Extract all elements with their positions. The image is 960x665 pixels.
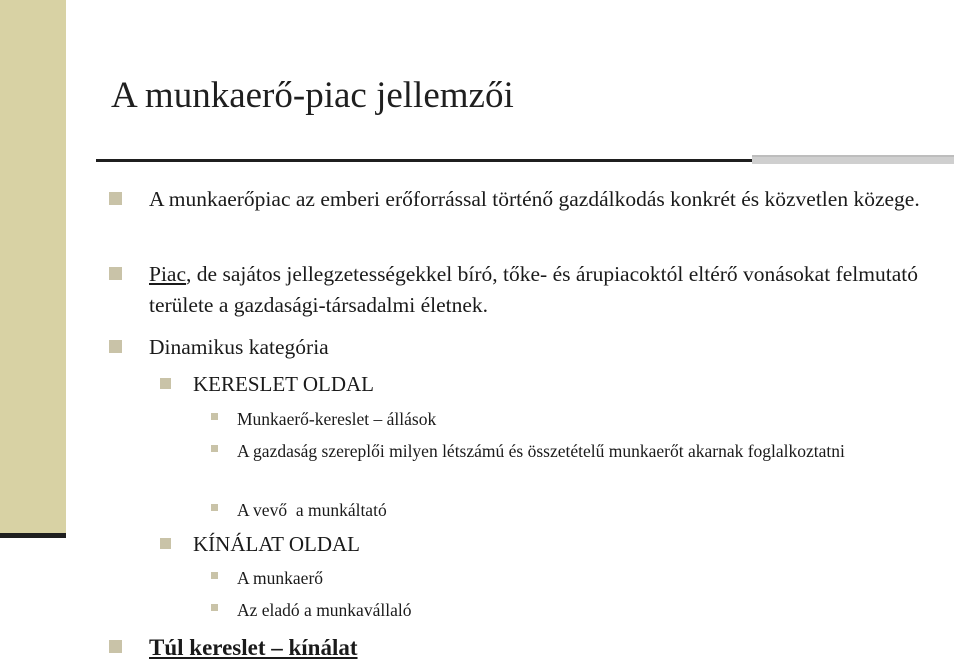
sub-sub-bullet-text: A munkaerő [237,568,324,588]
piac-link[interactable]: Piac [149,262,187,286]
bullet-text: Dinamikus kategória [149,335,329,359]
sub-sub-bullet-text: Az eladó a munkavállaló [237,600,412,620]
sub-bullet-text: KERESLET OLDAL [193,372,375,396]
sub-sub-bullet-text: A gazdaság szereplői milyen létszámú és összetételű munkaerőt akarnak foglalkoztatni [237,441,845,461]
side-accent-rule [0,533,66,538]
sub-sub-bullet-text: A vevő a munkáltató [237,500,387,520]
square-bullet-icon [211,445,218,452]
square-bullet-icon [211,504,218,511]
bullet-text-emphasis: Túl kereslet – kínálat [149,635,358,660]
square-bullet-icon [160,378,171,389]
square-bullet-icon [211,604,218,611]
sub-bullet-item [193,531,933,558]
title-divider-accent [752,155,954,164]
slide-title: A munkaerő-piac jellemzői [111,75,514,116]
square-bullet-icon [109,340,122,353]
sub-sub-bullet-item [237,565,927,592]
sub-sub-bullet-item [237,497,927,524]
title-divider [96,159,756,162]
sub-bullet-text: KÍNÁLAT OLDAL [193,532,361,556]
square-bullet-icon [109,267,122,280]
bullet-text: , de sajátos jellegzetességekkel bíró, tőke- és árupiacoktól eltérő vonásokat felmutató területe a gazdasági-társadalmi életnek. [149,262,918,317]
bullet-item [149,259,939,321]
sub-sub-bullet-item [237,438,927,465]
square-bullet-icon [109,192,122,205]
square-bullet-icon [160,538,171,549]
bullet-item [149,332,939,363]
sub-sub-bullet-text: Munkaerő-kereslet – állások [237,409,437,429]
bullet-item [149,632,939,664]
square-bullet-icon [109,640,122,653]
sub-bullet-item [193,371,933,398]
bullet-text: A munkaerőpiac az emberi erőforrással történő gazdálkodás konkrét és közvetlen közege. [149,187,920,211]
square-bullet-icon [211,572,218,579]
sub-sub-bullet-item [237,406,937,433]
side-accent-bar [0,0,66,538]
square-bullet-icon [211,413,218,420]
sub-sub-bullet-item [237,597,927,624]
bullet-item [149,184,949,215]
